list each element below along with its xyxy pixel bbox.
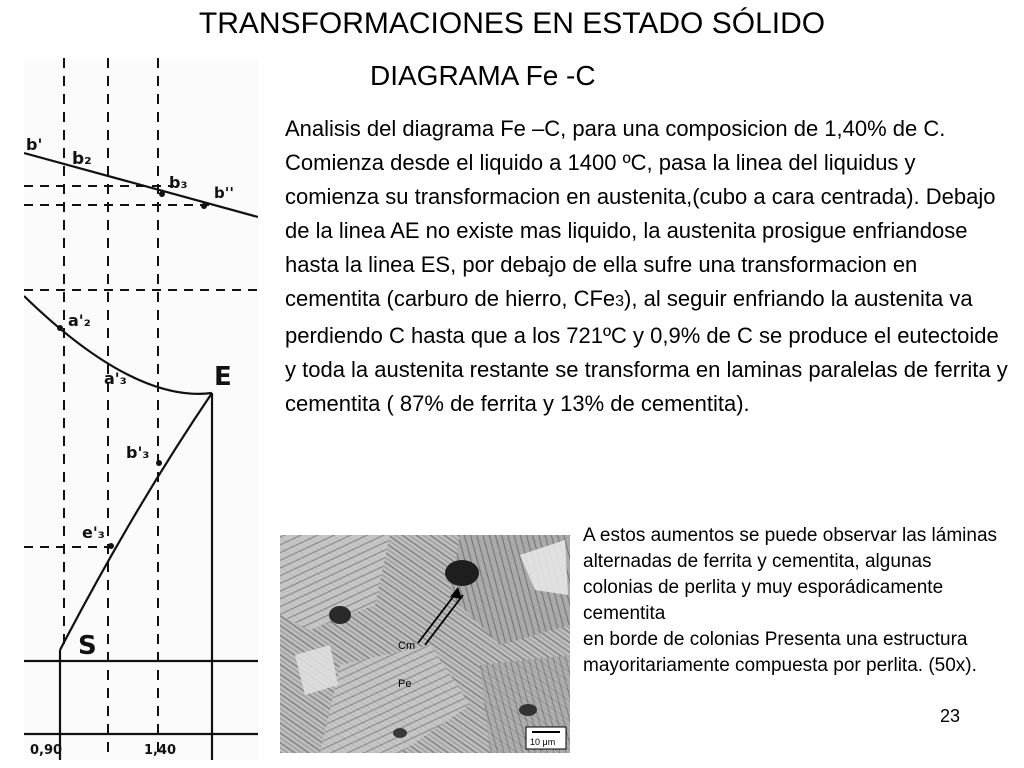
- line-es: [60, 393, 212, 650]
- micro-label-pe: Pe: [398, 678, 412, 690]
- dark-cementite-2: [329, 606, 351, 624]
- label-a3-prime: a'₃: [104, 369, 127, 388]
- label-b3: b₃: [169, 173, 188, 192]
- slide-subtitle: DIAGRAMA Fe -C: [370, 60, 596, 91]
- micro-label-cm: Cm: [398, 640, 416, 652]
- scale-bar-label: 10 μm: [530, 737, 556, 747]
- label-e: E: [214, 362, 232, 392]
- analysis-text-part2: ), al seguir enfriando la austenita va perdiendo C hasta que a los 721ºC y 0,9% de C se produce el eutectoide y toda la austenita restante se transforma en laminas paralelas de ferrita y cementita ( 87% de ferrita y 13% de cementita).: [285, 286, 1008, 416]
- slide-title: TRANSFORMACIONES EN ESTADO SÓLIDO: [198, 7, 826, 40]
- dark-cementite-3: [519, 704, 537, 716]
- tick-eutectoid: 0,90: [30, 743, 63, 758]
- caption-line-1: A estos aumentos se puede observar las láminas alternadas de ferrita y cementita, algunas colonias de perlita y muy esporádicamente cementita: [583, 525, 998, 624]
- dark-cementite-1: [445, 560, 479, 586]
- analysis-paragraph: [285, 112, 1015, 421]
- label-s: S: [78, 631, 97, 661]
- fe-c-diagram-image: [24, 58, 258, 760]
- point-e3-dot: [108, 543, 114, 549]
- point-b3-dot: [159, 191, 165, 197]
- label-b3-prime: b'₃: [126, 443, 150, 462]
- label-b-prime: b': [26, 135, 43, 154]
- label-b-double-prime: b'': [214, 184, 234, 202]
- point-a2-dot: [57, 325, 63, 331]
- caption-line-2: en borde de colonias Presenta una estructura mayoritariamente compuesta por perlita. (50x).: [583, 629, 977, 676]
- micrograph-caption: [583, 523, 1003, 679]
- label-e3-prime: e'₃: [82, 523, 105, 542]
- pearlite-micrograph-image: [280, 535, 570, 753]
- dark-cementite-4: [393, 728, 407, 738]
- analysis-text-part1: Analisis del diagrama Fe –C, para una composicion de 1,40% de C. Comienza desde el liquido a 1400 ºC, pasa la linea del liquidus y comienza su transformacion en austenita,(cubo a cara centrada). Debajo de la linea AE no existe mas liquido, la austenita prosigue enfriandose hasta la linea ES, por debajo de ella sufre una transformacion en cementita (carburo de hierro, CFe: [285, 116, 996, 311]
- point-b-double-prime-dot: [201, 203, 207, 209]
- page-number: 23: [940, 706, 961, 726]
- label-a2-prime: a'₂: [68, 311, 91, 330]
- tick-composition: 1,40: [144, 743, 177, 758]
- label-b2: b₂: [72, 149, 92, 169]
- analysis-subscript: 3: [615, 293, 625, 310]
- point-b3-prime-dot: [156, 460, 162, 466]
